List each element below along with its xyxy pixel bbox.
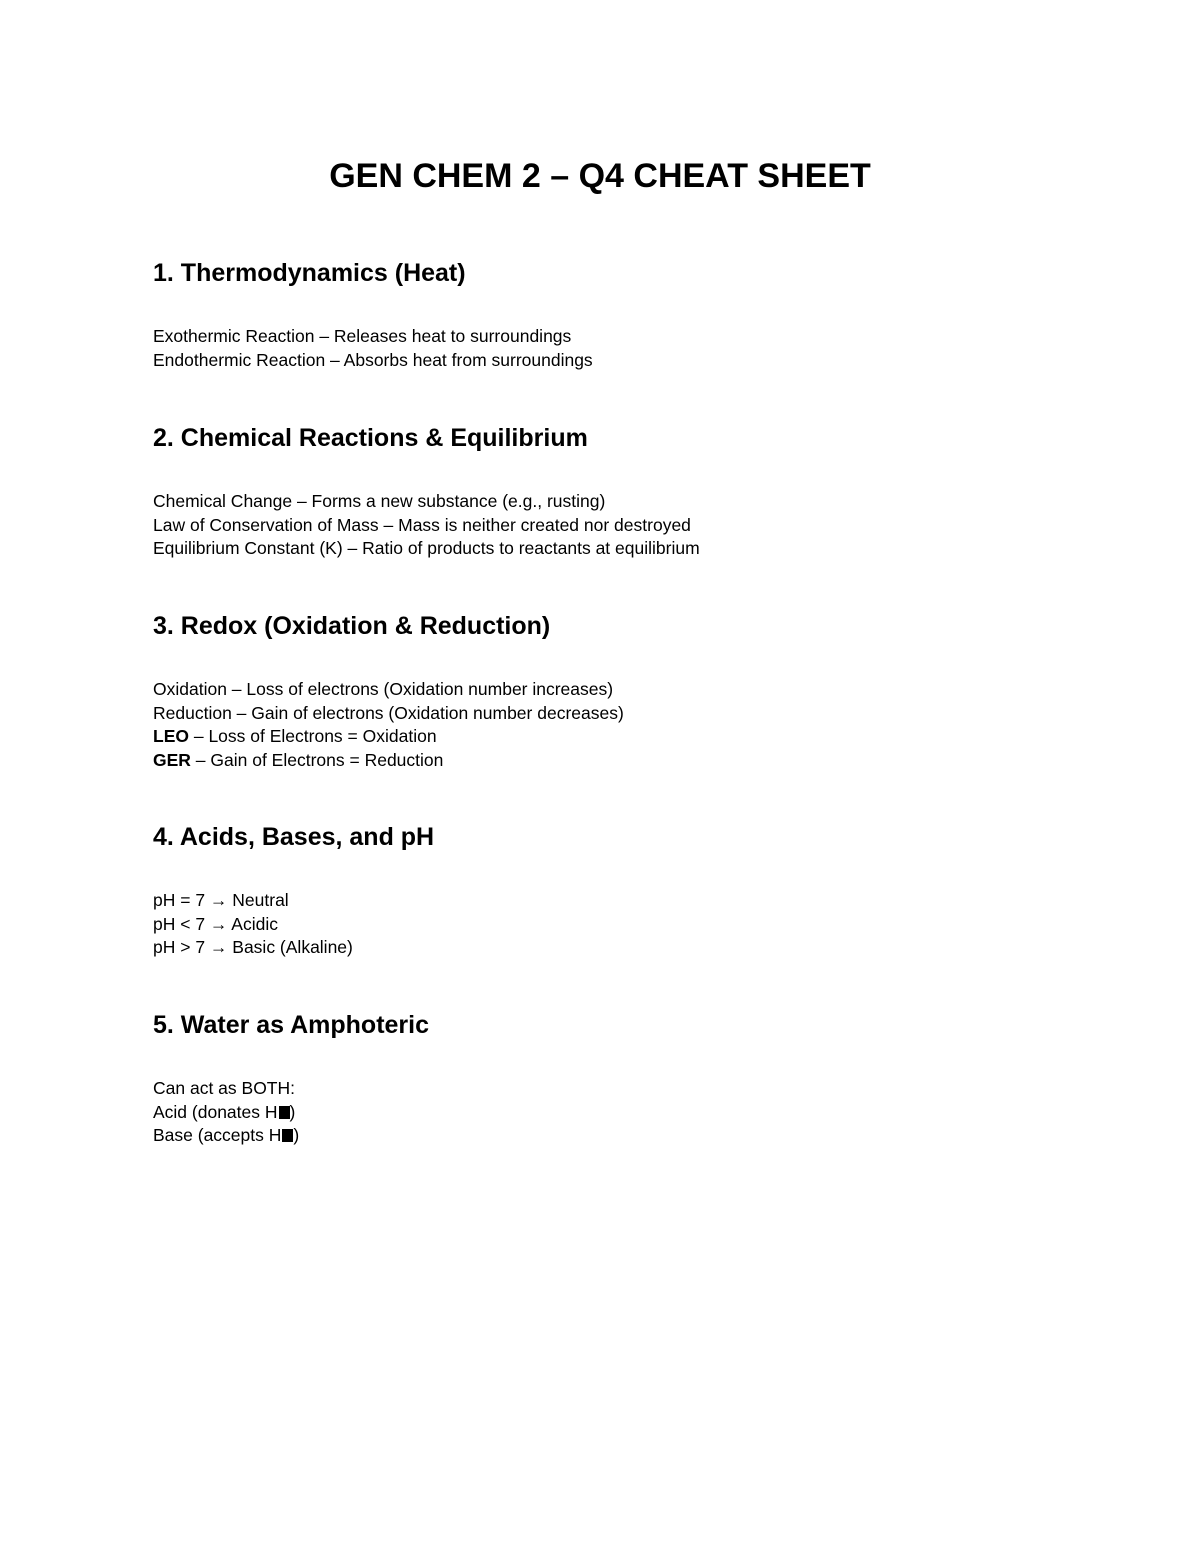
section-heading: 5. Water as Amphoteric: [153, 1011, 430, 1039]
section-body: [153, 490, 1053, 561]
section-redox: [153, 610, 1053, 772]
section-body: [153, 889, 1053, 960]
section-heading: 1. Thermodynamics (Heat): [153, 259, 466, 287]
section-heading: 3. Redox (Oxidation & Reduction): [153, 612, 551, 640]
acid-line: [153, 1101, 1053, 1125]
section-acids-bases: [153, 821, 1053, 960]
text-line: Reduction – Gain of electrons (Oxidation number decreases): [153, 702, 624, 723]
base-line: [153, 1124, 1053, 1148]
text-line: Chemical Change – Forms a new substance (e.g., rusting): [153, 491, 606, 511]
text-line: Endothermic Reaction – Absorbs heat from surroundings: [153, 349, 593, 370]
base-text-end: ): [293, 1125, 300, 1146]
section-heading: 4. Acids, Bases, and pH: [153, 823, 435, 851]
section-heading: 2. Chemical Reactions & Equilibrium: [153, 424, 588, 452]
text-line: pH = 7 → Neutral: [153, 890, 289, 910]
acid-text-end: ): [289, 1101, 296, 1122]
section-body: [153, 1077, 1053, 1148]
missing-glyph-icon: [279, 1106, 290, 1119]
section-body: [153, 325, 1053, 372]
text-line: pH < 7 → Acidic: [153, 913, 278, 934]
mnemonic-text: – Gain of Electrons = Reduction: [190, 749, 444, 770]
base-text: Base (accepts H: [153, 1125, 282, 1146]
text-line: Oxidation – Loss of electrons (Oxidation number increases): [153, 679, 614, 699]
text-line: Equilibrium Constant (K) – Ratio of products to reactants at equilibrium: [153, 538, 700, 559]
mnemonic-line: [153, 725, 1053, 749]
mnemonic-term: GER: [153, 749, 191, 770]
section-chemical-reactions: [153, 422, 1053, 561]
section-body: [153, 678, 1053, 772]
section-thermodynamics: [153, 257, 1053, 372]
text-line: Law of Conservation of Mass – Mass is neither created nor destroyed: [153, 514, 691, 535]
text-line: pH > 7 → Basic (Alkaline): [153, 937, 353, 958]
text-line: Exothermic Reaction – Releases heat to surroundings: [153, 326, 572, 346]
mnemonic-text: – Loss of Electrons = Oxidation: [188, 726, 437, 747]
text-line: Can act as BOTH:: [153, 1078, 295, 1098]
document-title: GEN CHEM 2 – Q4 CHEAT SHEET: [329, 157, 871, 195]
section-water-amphoteric: [153, 1009, 1053, 1148]
missing-glyph-icon: [282, 1129, 293, 1142]
mnemonic-term: LEO: [153, 726, 189, 747]
mnemonic-line: [153, 749, 1053, 773]
acid-text: Acid (donates H: [153, 1101, 278, 1122]
